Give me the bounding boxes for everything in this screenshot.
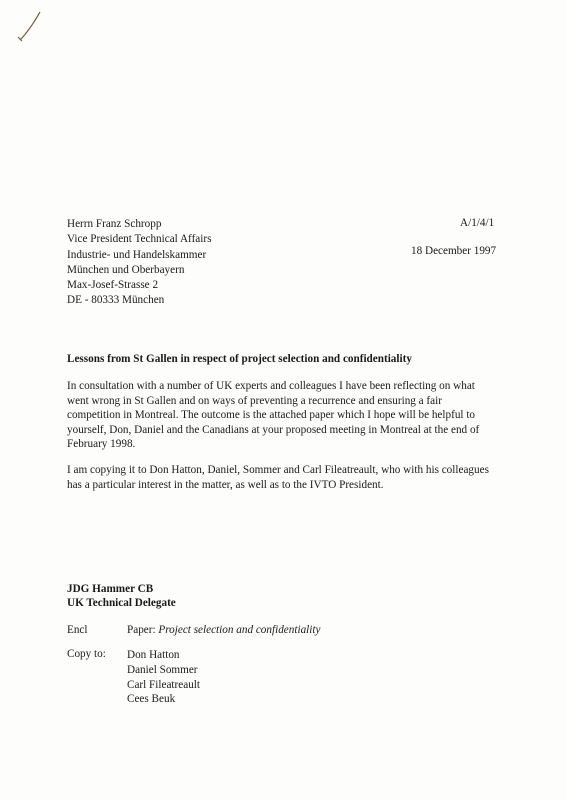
paragraph-line: competition in Montreal. The outcome is the attached paper which I hope will be helpful to <box>67 409 476 422</box>
handwritten-tick-mark <box>14 10 54 46</box>
recipient-line: Industrie- und Handelskammer <box>67 248 207 261</box>
recipient-line: Max-Josef-Strasse 2 <box>67 279 159 292</box>
enclosure-title: Project selection and confidentiality <box>158 624 321 636</box>
recipient-address <box>67 217 211 309</box>
paragraph-line: I am copying it to Don Hatton, Daniel, Sommer and Carl Fileatreault, who with his colleagues <box>67 464 489 476</box>
letter-date: 18 December 1997 <box>411 245 497 257</box>
enclosure-label: Encl <box>67 624 88 636</box>
copy-recipient: Daniel Sommer <box>127 663 198 676</box>
recipient-line: Herrn Franz Schropp <box>67 218 162 230</box>
copy-recipient: Cees Beuk <box>127 693 176 706</box>
body-paragraph-2 <box>67 463 522 492</box>
copy-to-label: Copy to: <box>67 648 106 660</box>
paragraph-line: has a particular interest in the matter, as well as to the IVTO President. <box>67 478 384 491</box>
copy-recipient: Don Hatton <box>127 649 180 661</box>
paragraph-line: went wrong in St Gallen and on ways of preventing a recurrence and ensuring a fair <box>67 394 442 407</box>
body-paragraph-1 <box>67 379 522 452</box>
reference-number: A/1/4/1 <box>460 217 495 229</box>
recipient-line: DE - 80333 München <box>67 294 165 307</box>
recipient-line: Vice President Technical Affairs <box>67 233 212 246</box>
signature-block <box>67 582 176 611</box>
paragraph-line: yourself, Don, Daniel and the Canadians at your proposed meeting in Montreal at the end of <box>67 423 480 436</box>
copy-recipient: Carl Fileatreault <box>127 678 201 691</box>
paragraph-line: February 1998. <box>67 438 136 451</box>
signatory-name: JDG Hammer CB <box>67 583 154 595</box>
copy-to-list <box>127 648 200 707</box>
recipient-line: München und Oberbayern <box>67 263 185 276</box>
paragraph-line: In consultation with a number of UK experts and colleagues I have been reflecting on what <box>67 380 475 392</box>
enclosure-prefix: Paper: <box>127 624 159 636</box>
enclosure-description <box>127 624 320 636</box>
signatory-title: UK Technical Delegate <box>67 597 176 610</box>
subject-line: Lessons from St Gallen in respect of project selection and confidentiality <box>67 353 412 365</box>
